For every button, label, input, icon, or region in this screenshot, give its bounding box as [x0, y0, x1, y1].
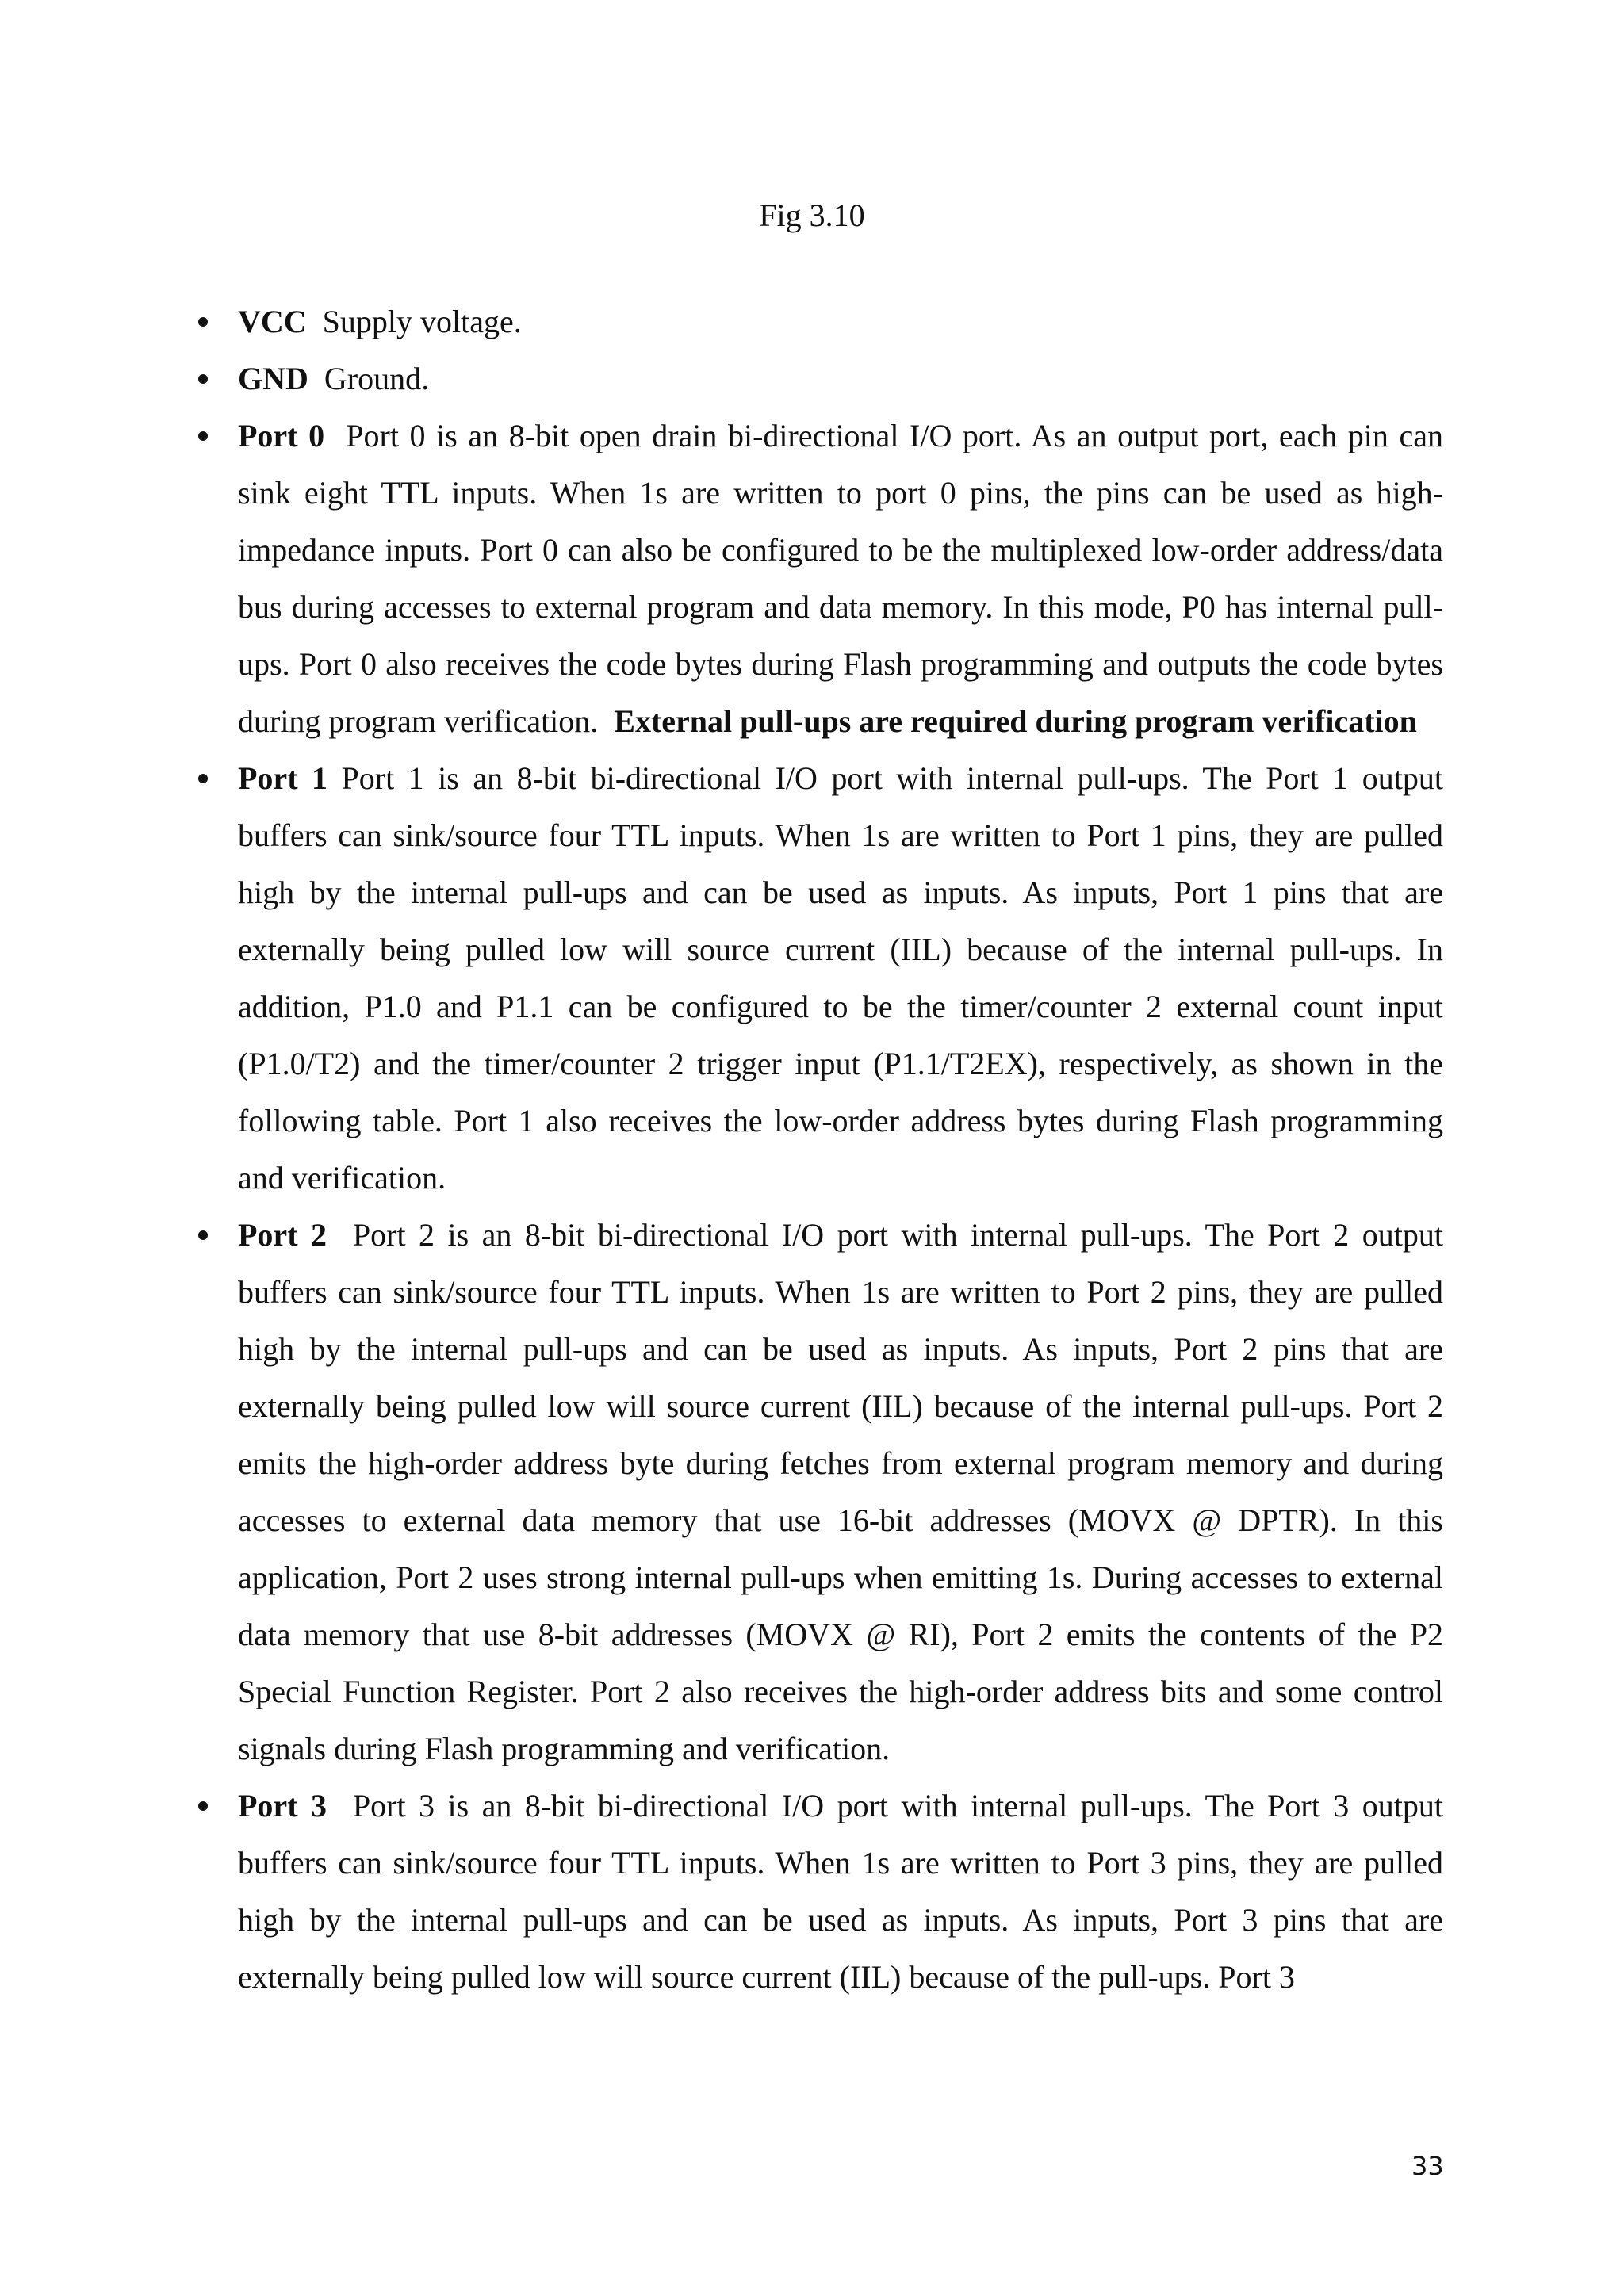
- bullet-icon: [198, 374, 208, 384]
- list-item-port-3: [238, 1777, 1443, 2006]
- item-description: Supply voltage.: [322, 304, 522, 339]
- item-description: Port 1 is an 8-bit bi-directional I/O port with internal pull-ups. The Port 1 output buffers can sink/source four TTL inputs. When 1s are written to Port 1 pins, they are pulled high by the internal pull-ups and can be used as inputs. As inputs, Port 1 pins that are externally being pulled low will source current (IIL) because of the internal pull-ups. In addition, P1.0 and P1.1 can be configured to be the timer/counter 2 external count input (P1.0/T2) and the timer/counter 2 trigger input (P1.1/T2EX), respectively, as shown in the following table. Port 1 also receives the low-order address bytes during Flash programming and verification.: [238, 760, 1443, 1196]
- item-description: Port 3 is an 8-bit bi-directional I/O port with internal pull-ups. The Port 3 output buffers can sink/source four TTL inputs. When 1s are written to Port 3 pins, they are pulled high by the internal pull-ups and can be used as inputs. As inputs, Port 3 pins that are externally being pulled low will source current (IIL) because of the pull-ups. Port 3: [238, 1788, 1443, 1995]
- list-item-port-1: [238, 750, 1443, 1207]
- term-label: GND: [238, 361, 308, 396]
- term-label: Port 1: [238, 760, 327, 796]
- term-label: Port 0: [238, 418, 325, 453]
- bullet-icon: [198, 1230, 208, 1240]
- figure-caption: Fig 3.10: [759, 197, 865, 233]
- term-label: Port 3: [238, 1788, 327, 1823]
- item-description: Port 0 is an 8-bit open drain bi-directional I/O port. As an output port, each pin can sink eight TTL inputs. When 1s are written to port 0 pins, the pins can be used as high-impedance inputs. Port 0 can also be configured to be the multiplexed low-order address/data bus during accesses to external program and data memory. In this mode, P0 has internal pull-ups. Port 0 also receives the code bytes during Flash programming and outputs the code bytes during program verification.: [238, 418, 1443, 739]
- list-item-vcc: [238, 293, 1443, 350]
- page-number: 33: [1411, 2151, 1444, 2181]
- bullet-icon: [198, 431, 208, 441]
- term-label: Port 2: [238, 1217, 327, 1253]
- bullet-icon: [198, 317, 208, 327]
- bold-note: External pull-ups are required during program verification: [614, 703, 1417, 739]
- list-item-gnd: [238, 350, 1443, 408]
- item-description: Port 2 is an 8-bit bi-directional I/O port with internal pull-ups. The Port 2 output buffers can sink/source four TTL inputs. When 1s are written to Port 2 pins, they are pulled high by the internal pull-ups and can be used as inputs. As inputs, Port 2 pins that are externally being pulled low will source current (IIL) because of the internal pull-ups. Port 2 emits the high-order address byte during fetches from external program memory and during accesses to external data memory that use 16-bit addresses (MOVX @ DPTR). In this application, Port 2 uses strong internal pull-ups when emitting 1s. During accesses to external data memory that use 8-bit addresses (MOVX @ RI), Port 2 emits the contents of the P2 Special Function Register. Port 2 also receives the high-order address bits and some control signals during Flash programming and verification.: [238, 1217, 1443, 1766]
- term-label: VCC: [238, 304, 307, 339]
- list-item-port-0: [238, 408, 1443, 750]
- bullet-icon: [198, 1801, 208, 1811]
- bullet-icon: [198, 774, 208, 783]
- list-item-port-2: [238, 1207, 1443, 1777]
- item-description: Ground.: [324, 361, 430, 396]
- pin-description-list: [238, 293, 1443, 2006]
